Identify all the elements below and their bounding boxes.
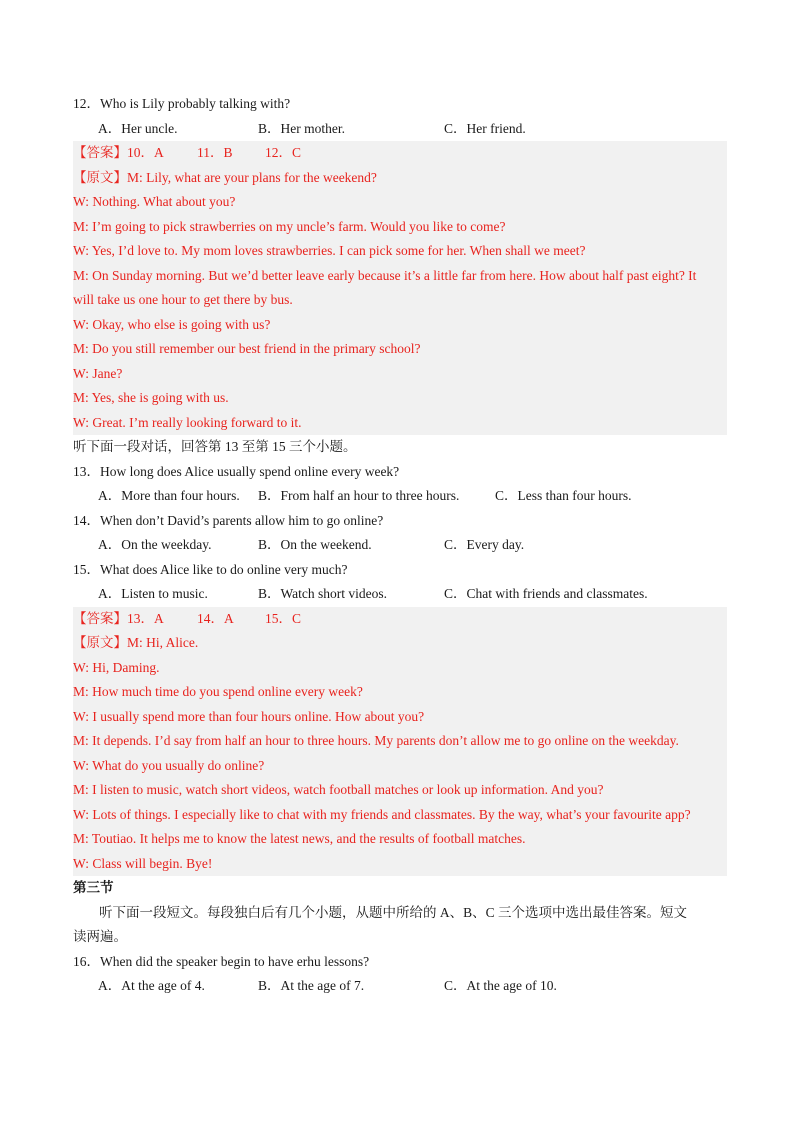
question-15: 15．What does Alice like to do online very much? <box>73 561 348 577</box>
transcript-2-line-8: W: Lots of things. I especially like to chat with my friends and classmates. By the way, what’s your favourite app? <box>73 806 691 822</box>
transcript-text: M: Lily, what are your plans for the weekend? <box>127 169 377 185</box>
answer-block-2 <box>73 607 727 877</box>
q16-option-b: B．At the age of 7. <box>258 978 365 993</box>
q16-option-c: C．At the age of 10. <box>444 978 557 993</box>
section-3-instruction-line-1: 听下面一段短文。每段独白后有几个小题，从题中所给的 A、B、C 三个选项中选出最佳答案。短文 <box>99 904 688 920</box>
transcript-line-2: W: Nothing. What about you? <box>73 194 236 209</box>
transcript-2-line-2: W: Hi, Daming. <box>73 659 160 675</box>
q14-option-a: A．On the weekday. <box>98 537 212 552</box>
transcript-line-1 <box>73 166 727 191</box>
transcript-2-line-9: M: Toutiao. It helps me to know the latest news, and the results of football matches. <box>73 831 526 846</box>
q14-option-b: B．On the weekend. <box>258 537 372 552</box>
transcript-text: M: Hi, Alice. <box>127 635 199 650</box>
q15-option-a: A．Listen to music. <box>98 586 208 601</box>
original-tag: 【原文】 <box>73 635 127 650</box>
answer-line-2 <box>73 607 727 632</box>
transcript-line-5: M: On Sunday morning. But we’d better leave early because it’s a little far from here. How about half past eight? It <box>73 267 697 283</box>
transcript-2-line-10: W: Class will begin. Bye! <box>73 855 213 871</box>
q16-option-a: A．At the age of 4. <box>98 978 205 993</box>
question-13: 13．How long does Alice usually spend online every week? <box>73 463 400 479</box>
answer-tag: 【答案】 <box>73 610 127 626</box>
answer-15: 15．C <box>265 610 302 626</box>
answer-block-1 <box>73 141 727 435</box>
transcript-2-line-4: W: I usually spend more than four hours online. How about you? <box>73 708 425 724</box>
question-15-options <box>73 582 727 607</box>
transcript-line-9: W: Jane? <box>73 365 123 381</box>
transcript-line-10: M: Yes, she is going with us. <box>73 390 229 405</box>
answer-10: 10．A <box>127 145 164 160</box>
q12-option-b: B．Her mother. <box>258 120 345 136</box>
question-14-options <box>73 533 727 558</box>
question-14: 14．When don’t David’s parents allow him to go online? <box>73 512 384 528</box>
q12-option-c: C．Her friend. <box>444 120 526 136</box>
transcript-2-line-7: M: I listen to music, watch short videos, watch football matches or look up information. And you? <box>73 782 604 797</box>
q13-option-c: C．Less than four hours. <box>495 488 632 503</box>
transcript-2-line-1 <box>73 631 727 656</box>
transcript-2-line-3: M: How much time do you spend online every week? <box>73 684 363 699</box>
answer-13: 13．A <box>127 610 164 626</box>
question-13-options <box>73 484 727 509</box>
transcript-2-line-5: M: It depends. I’d say from half an hour to three hours. My parents don’t allow me to go online on the weekday. <box>73 733 679 748</box>
answer-12: 12．C <box>265 145 302 160</box>
listening-instruction: 听下面一段对话，回答第 13 至第 15 三个小题。 <box>73 439 357 454</box>
transcript-line-3: M: I’m going to pick strawberries on my uncle’s farm. Would you like to come? <box>73 218 506 234</box>
question-12-options <box>73 117 727 142</box>
q13-option-a: A．More than four hours. <box>98 488 240 503</box>
document-content <box>73 92 727 999</box>
transcript-2-line-6: W: What do you usually do online? <box>73 757 265 773</box>
transcript-line-7: W: Okay, who else is going with us? <box>73 316 271 332</box>
q14-option-c: C．Every day. <box>444 537 525 552</box>
question-16: 16．When did the speaker begin to have erhu lessons? <box>73 953 370 969</box>
transcript-line-6: will take us one hour to get there by bus. <box>73 292 293 307</box>
q15-option-b: B．Watch short videos. <box>258 586 388 601</box>
answer-line-1 <box>73 141 727 166</box>
transcript-line-4: W: Yes, I’d love to. My mom loves strawberries. I can pick some for her. When shall we meet? <box>73 243 586 258</box>
transcript-line-8: M: Do you still remember our best friend in the primary school? <box>73 341 421 356</box>
answer-11: 11．B <box>197 145 233 160</box>
answer-tag: 【答案】 <box>73 145 127 160</box>
q15-option-c: C．Chat with friends and classmates. <box>444 586 648 601</box>
q12-option-a: A．Her uncle. <box>98 120 178 136</box>
q13-option-b: B．From half an hour to three hours. <box>258 488 460 503</box>
original-tag: 【原文】 <box>73 169 127 185</box>
section-3-heading: 第三节 <box>73 880 114 895</box>
question-16-options <box>73 974 727 999</box>
section-3-instruction-line-2: 读两遍。 <box>73 929 127 944</box>
answer-14: 14．A <box>197 610 234 626</box>
transcript-line-11: W: Great. I’m really looking forward to it. <box>73 414 302 430</box>
question-12: 12．Who is Lily probably talking with? <box>73 96 291 111</box>
